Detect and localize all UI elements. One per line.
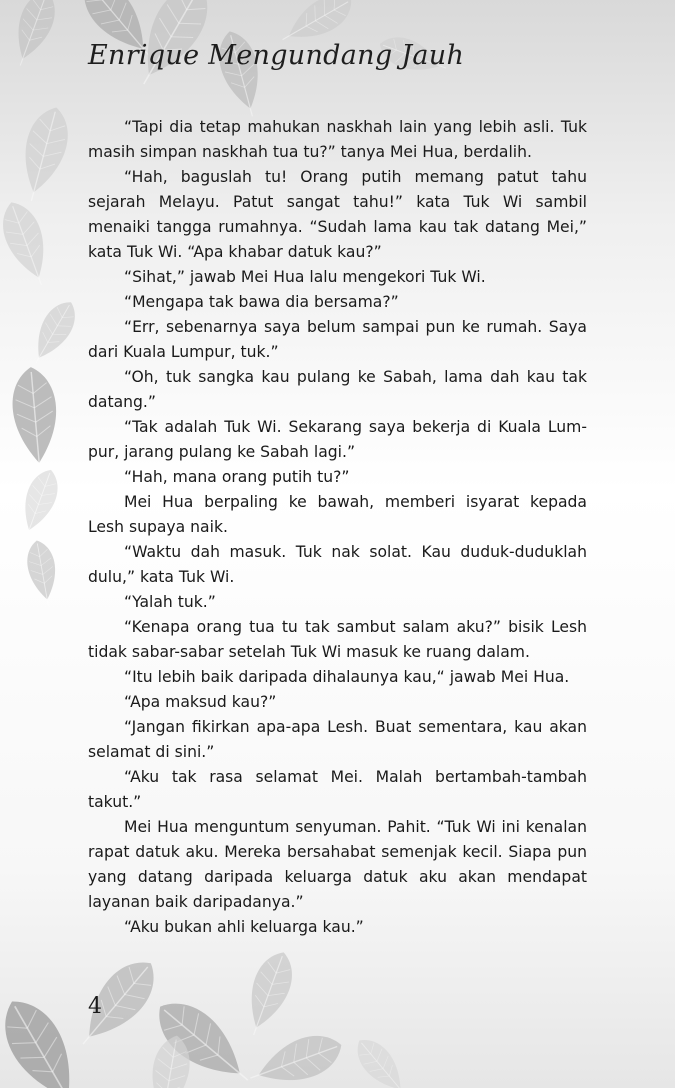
- paragraph: “Jangan fikirkan apa-apa Lesh. Buat sementara, kau akan selamat di sini.”: [88, 718, 587, 761]
- paragraph: “Hah, baguslah tu! Orang putih memang patut tahu sejarah Melayu. Patut sangat tahu!” kata Tuk Wi sambil menaiki tangga rumahnya. “Sudah lama kau tak datang Mei,” kata Tuk Wi. “Apa khabar datuk kau?”: [88, 168, 587, 261]
- leaf-icon: [0, 989, 95, 1088]
- paragraph: Mei Hua menguntum senyuman. Pahit. “Tuk Wi ini kenalan rapat datuk aku. Mereka bersahabat semenjak kecil. Siapa pun yang datang daripada keluarga datuk aku akan mendapat layanan baik daripadanya.”: [88, 818, 587, 911]
- paragraph: “Mengapa tak bawa dia bersama?”: [124, 293, 399, 311]
- leaf-icon: [23, 538, 61, 608]
- body-text: [88, 115, 587, 940]
- leaf-icon: [23, 295, 83, 370]
- leaf-icon: [348, 1031, 415, 1088]
- paragraph: “Aku bukan ahli keluarga kau.”: [124, 918, 364, 936]
- leaf-icon: [66, 949, 167, 1058]
- paragraph: “Aku tak rasa selamat Mei. Malah bertambah-tambah takut.”: [88, 768, 587, 811]
- paragraph: Mei Hua berpaling ke bawah, memberi isyarat kepada Lesh supaya naik.: [88, 493, 587, 536]
- leaf-icon: [12, 102, 75, 206]
- page-number: 4: [88, 994, 102, 1019]
- paragraph: “Err, sebenarnya saya belum sampai pun ke rumah. Saya dari Kuala Lumpur, tuk.”: [88, 318, 587, 361]
- leaf-icon: [244, 1026, 349, 1088]
- paragraph: “Tapi dia tetap mahukan naskhah lain yang lebih asli. Tuk masih simpan naskhah tua tu?” tanya Mei Hua, berdalih.: [88, 118, 587, 161]
- paragraph: “Tak adalah Tuk Wi. Sekarang saya bekerja di Kuala Lum-pur, jarang pulang ke Sabah lagi.”: [88, 418, 587, 461]
- leaf-icon: [237, 946, 301, 1041]
- paragraph: “Sihat,” jawab Mei Hua lalu mengekori Tuk Wi.: [124, 268, 486, 286]
- paragraph: “Itu lebih baik daripada dihalaunya kau,“ jawab Mei Hua.: [124, 668, 570, 686]
- paragraph: “Apa maksud kau?”: [124, 693, 277, 711]
- leaf-icon: [0, 196, 58, 291]
- paragraph: “Hah, mana orang putih tu?”: [124, 468, 350, 486]
- leaf-icon: [13, 465, 64, 541]
- paragraph: “Kenapa orang tua tu tak sambut salam aku?” bisik Lesh tidak sabar-sabar setelah Tuk Wi masuk ke ruang dalam.: [88, 618, 587, 661]
- leaf-icon: [9, 365, 61, 474]
- paragraph: “Waktu dah masuk. Tuk nak solat. Kau duduk-duduklah dulu,” kata Tuk Wi.: [88, 543, 587, 586]
- paragraph: “Yalah tuk.”: [124, 593, 216, 611]
- running-header-title: Enrique Mengundang Jauh: [88, 40, 465, 71]
- leaf-icon: [5, 0, 63, 71]
- paragraph: “Oh, tuk sangka kau pulang ke Sabah, lama dah kau tak datang.”: [88, 368, 587, 411]
